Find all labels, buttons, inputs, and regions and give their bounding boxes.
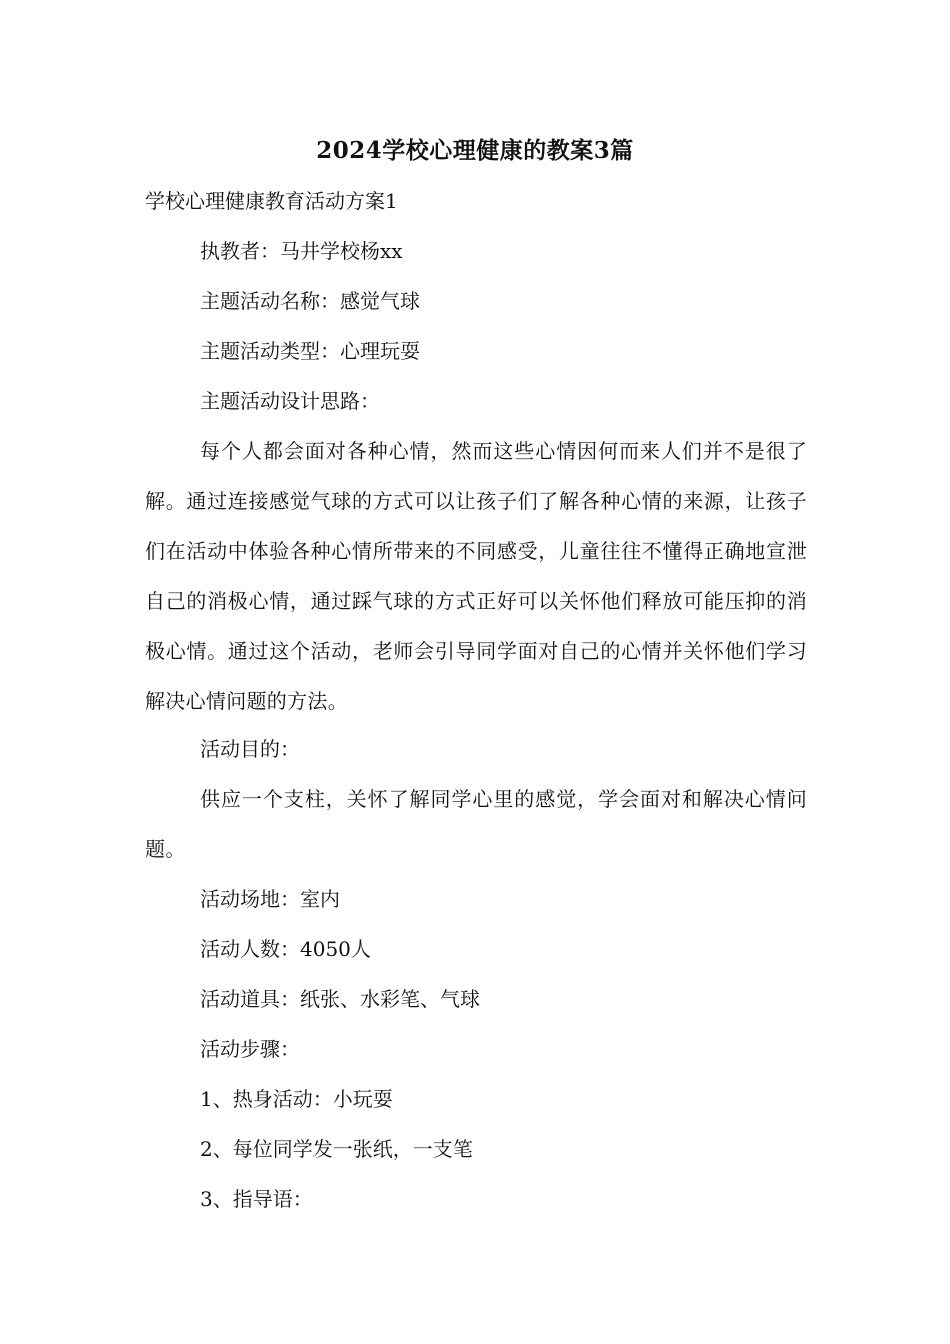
- step-item: 1、热身活动：小玩耍: [200, 1087, 393, 1111]
- step-item: 3、指导语：: [200, 1187, 313, 1211]
- activity-name-line: 主题活动名称：感觉气球: [200, 289, 420, 313]
- design-heading: 主题活动设计思路：: [200, 389, 380, 413]
- steps-heading: 活动步骤：: [200, 1037, 300, 1061]
- document-title: 2024学校心理健康的教案3篇: [316, 137, 634, 164]
- teacher-line: 执教者：马井学校杨xx: [200, 239, 403, 263]
- step-item: 2、每位同学发一张纸，一支笔: [200, 1137, 473, 1161]
- activity-type-line: 主题活动类型：心理玩耍: [200, 339, 420, 363]
- goal-paragraph: 供应一个支柱，关怀了解同学心里的感觉，学会面对和解决心情问题。: [145, 787, 807, 861]
- design-paragraph: 每个人都会面对各种心情，然而这些心情因何而来人们并不是很了解。通过连接感觉气球的方式可以让孩子们了解各种心情的来源，让孩子们在活动中体验各种心情所带来的不同感受，儿童往往不懂得正确地宣泄自己的消极心情，通过踩气球的方式正好可以关怀他们释放可能压抑的消极心情。通过这个活动，老师会引导同学面对自己的心情并关怀他们学习解决心情问题的方法。: [145, 439, 807, 713]
- goal-heading: 活动目的：: [200, 737, 300, 761]
- participants-line: 活动人数：4050人: [200, 937, 371, 961]
- props-line: 活动道具：纸张、水彩笔、气球: [200, 987, 480, 1011]
- venue-line: 活动场地：室内: [200, 887, 340, 911]
- section-heading: 学校心理健康教育活动方案1: [145, 189, 398, 213]
